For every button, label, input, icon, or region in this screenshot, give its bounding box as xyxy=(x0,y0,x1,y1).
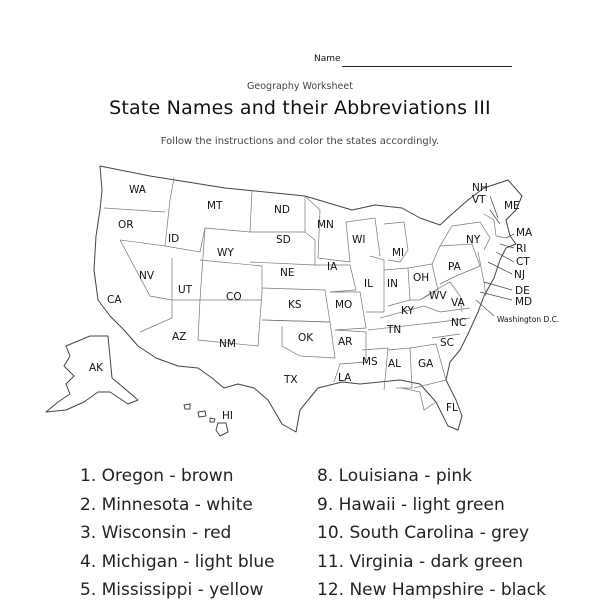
instruction-item: 10. South Carolina - grey xyxy=(317,523,530,543)
label-fl: FL xyxy=(446,402,458,414)
label-vt: VT xyxy=(472,194,486,206)
label-mi: MI xyxy=(392,247,405,259)
worksheet-subtitle: Geography Worksheet xyxy=(247,81,353,92)
label-md: MD xyxy=(515,296,533,308)
label-co: CO xyxy=(226,291,242,303)
label-ny: NY xyxy=(466,234,481,246)
label-tx: TX xyxy=(284,374,298,386)
label-nd: ND xyxy=(274,204,290,216)
label-sc: SC xyxy=(440,337,454,349)
instruction-item: 11. Virginia - dark green xyxy=(317,551,524,572)
instruction-item: 9. Hawaii - light green xyxy=(317,494,505,515)
label-dc: Washington D.C. xyxy=(497,315,560,324)
label-ct: CT xyxy=(516,256,530,268)
label-nv: NV xyxy=(139,270,155,282)
label-la: LA xyxy=(338,372,352,384)
label-ca: CA xyxy=(107,294,122,306)
label-ky: KY xyxy=(401,305,414,317)
label-mt: MT xyxy=(207,200,223,212)
label-me: ME xyxy=(504,200,520,212)
instruction-item: 1. Oregon - brown xyxy=(80,466,234,486)
label-ne: NE xyxy=(280,267,295,279)
instruction-item: 12. New Hampshire - black xyxy=(317,580,546,600)
instruction-item: 5. Mississippi - yellow xyxy=(80,580,264,600)
label-hi: HI xyxy=(222,410,233,422)
label-ia: IA xyxy=(327,261,338,273)
us-states-map xyxy=(36,158,576,454)
label-az: AZ xyxy=(172,331,187,343)
label-ri: RI xyxy=(516,243,527,255)
label-ma: MA xyxy=(516,227,533,239)
label-mo: MO xyxy=(335,299,353,311)
label-ak: AK xyxy=(89,362,104,374)
label-va: VA xyxy=(451,297,465,309)
alaska-shape xyxy=(46,336,138,412)
label-oh: OH xyxy=(413,272,430,284)
page-title: State Names and their Abbreviations III xyxy=(109,97,491,119)
label-al: AL xyxy=(388,358,402,370)
label-wy: WY xyxy=(217,247,234,259)
label-in: IN xyxy=(387,278,398,290)
label-ar: AR xyxy=(338,336,353,348)
instruction-item: 2. Minnesota - white xyxy=(80,494,253,515)
color-instructions-left xyxy=(80,462,275,605)
label-wi: WI xyxy=(352,234,366,246)
label-nh: NH xyxy=(472,182,488,194)
label-nc: NC xyxy=(451,317,467,329)
instructions-text: Follow the instructions and color the states accordingly. xyxy=(160,136,440,147)
color-instructions-right xyxy=(317,462,546,605)
label-nj: NJ xyxy=(514,269,525,281)
label-sd: SD xyxy=(276,234,291,246)
label-nm: NM xyxy=(219,338,236,350)
label-wa: WA xyxy=(129,184,146,196)
label-tn: TN xyxy=(387,324,402,336)
label-il: IL xyxy=(364,278,373,290)
label-ks: KS xyxy=(288,299,302,311)
label-or: OR xyxy=(118,219,134,231)
label-wv: WV xyxy=(429,290,447,302)
label-ut: UT xyxy=(178,284,193,296)
label-de: DE xyxy=(515,285,530,297)
instruction-item: 4. Michigan - light blue xyxy=(80,551,275,572)
label-mn: MN xyxy=(317,219,334,231)
label-ga: GA xyxy=(418,358,434,370)
instruction-item: 8. Louisiana - pink xyxy=(317,466,472,486)
name-label: Name xyxy=(314,54,341,64)
label-ms: MS xyxy=(362,356,378,368)
label-ok: OK xyxy=(298,332,314,344)
name-line xyxy=(342,66,512,67)
label-pa: PA xyxy=(448,261,461,273)
instruction-item: 3. Wisconsin - red xyxy=(80,523,232,543)
label-id: ID xyxy=(168,233,180,245)
